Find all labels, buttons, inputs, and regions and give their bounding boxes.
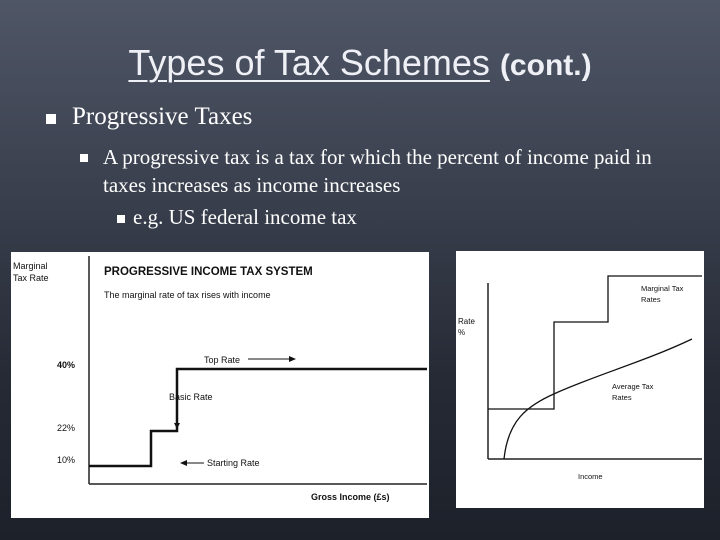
tick-22: 22% <box>57 423 76 433</box>
progressive-tax-chart-svg <box>11 252 429 518</box>
average-rate-curve <box>504 339 692 459</box>
y-axis-label-line2: Tax Rate <box>13 273 49 283</box>
bullet-square-icon <box>117 215 125 223</box>
bullet-square-icon <box>46 114 56 124</box>
tick-40: 40% <box>57 360 76 370</box>
bullet-example: e.g. US federal income tax <box>133 205 357 229</box>
label-starting-rate: Starting Rate <box>207 458 260 468</box>
label-basic-rate: Basic Rate <box>169 392 213 402</box>
arrow-head-icon <box>180 460 187 466</box>
bullet-definition: A progressive tax is a tax for which the percent of income paid in taxes increases as income increases <box>103 145 652 197</box>
slide-title-main: Types of Tax Schemes <box>128 42 490 83</box>
slide-title <box>0 42 720 84</box>
chart-heading: PROGRESSIVE INCOME TAX SYSTEM <box>104 266 313 278</box>
marginal-rate-step-line <box>89 369 427 466</box>
progressive-tax-chart <box>11 252 429 518</box>
marginal-vs-average-chart <box>456 251 704 508</box>
arrow-head-icon <box>174 423 180 429</box>
marginal-vs-average-chart-svg <box>456 251 704 508</box>
x-axis-label: Gross Income (£s) <box>311 492 390 502</box>
arrow-head-icon <box>289 356 296 362</box>
marginal-rate-step-line <box>488 276 702 409</box>
y-label-line2: % <box>458 328 466 337</box>
marginal-label-line1: Marginal Tax <box>641 284 684 293</box>
chart-subheading: The marginal rate of tax rises with income <box>104 290 271 300</box>
slide-title-sub: (cont.) <box>499 49 592 82</box>
average-label-line1: Average Tax <box>612 382 654 391</box>
y-label-line1: Rate <box>458 317 475 326</box>
tick-10: 10% <box>57 455 76 465</box>
average-label-line2: Rates <box>612 393 632 402</box>
label-top-rate: Top Rate <box>204 355 241 365</box>
bullet-progressive-taxes: Progressive Taxes <box>72 103 253 130</box>
x-label: Income <box>578 472 603 481</box>
marginal-label-line2: Rates <box>641 295 661 304</box>
bullet-square-icon <box>80 154 88 162</box>
y-axis-label-line1: Marginal <box>13 261 48 271</box>
